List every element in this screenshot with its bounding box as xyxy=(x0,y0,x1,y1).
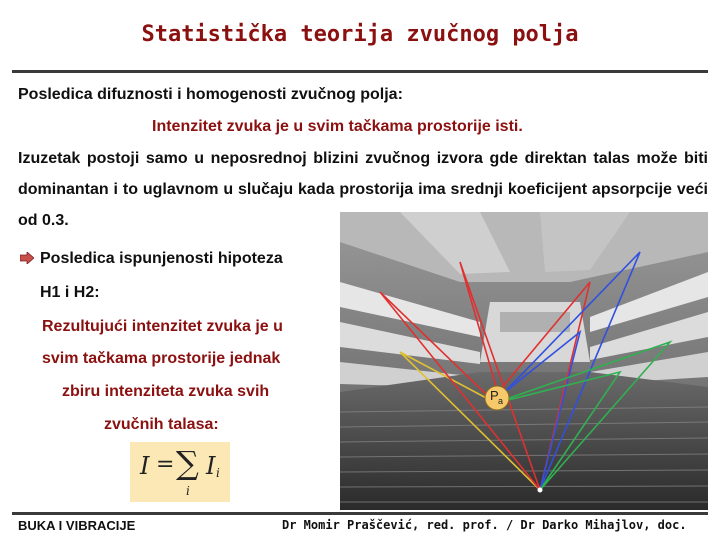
formula-term: I xyxy=(206,452,216,480)
result-line-2: svim tačkama prostorije jednak xyxy=(42,350,281,367)
formula-equals: = xyxy=(156,452,175,477)
result-line-4: zvučnih talasa: xyxy=(104,416,219,433)
intensity-formula xyxy=(130,442,230,502)
formula-term-sub: i xyxy=(216,466,220,480)
intro-text: Posledica difuznosti i homogenosti zvučnog polja: xyxy=(18,86,403,103)
point-label-sub: a xyxy=(498,396,504,406)
formula-lhs: I xyxy=(140,452,150,480)
footer-authors: Dr Momir Praščević, red. prof. / Dr Darko Mihajlov, doc. xyxy=(282,518,687,532)
result-line-3: zbiru intenziteta zvuka svih xyxy=(62,383,270,400)
footer-course: BUKA I VIBRACIJE xyxy=(18,518,136,533)
concert-hall-illustration xyxy=(340,212,708,510)
top-rule xyxy=(12,70,708,73)
bottom-rule xyxy=(12,512,708,515)
formula-sum-index: i xyxy=(186,484,190,498)
bullet-line-2: H1 i H2: xyxy=(40,284,100,301)
highlight-text: Intenzitet zvuka je u svim tačkama prostorije isti. xyxy=(152,118,523,135)
formula-sum-icon: ∑ xyxy=(176,444,199,482)
exception-paragraph: Izuzetak postoji samo u neposrednoj blizini zvučnog izvora gde direktan talas može biti dominantan i to uglavnom u slučaju kada prostorija ima srednji koeficijent apsorpcije veći od 0.3. xyxy=(18,150,708,229)
point-label: P xyxy=(490,388,499,403)
bullet-arrow-icon xyxy=(20,252,34,264)
bullet-line-1: Posledica ispunjenosti hipoteza xyxy=(40,250,283,267)
slide-title: Statistička teorija zvučnog polja xyxy=(141,22,579,47)
result-line-1: Rezultujući intenzitet zvuka je u xyxy=(42,318,283,335)
